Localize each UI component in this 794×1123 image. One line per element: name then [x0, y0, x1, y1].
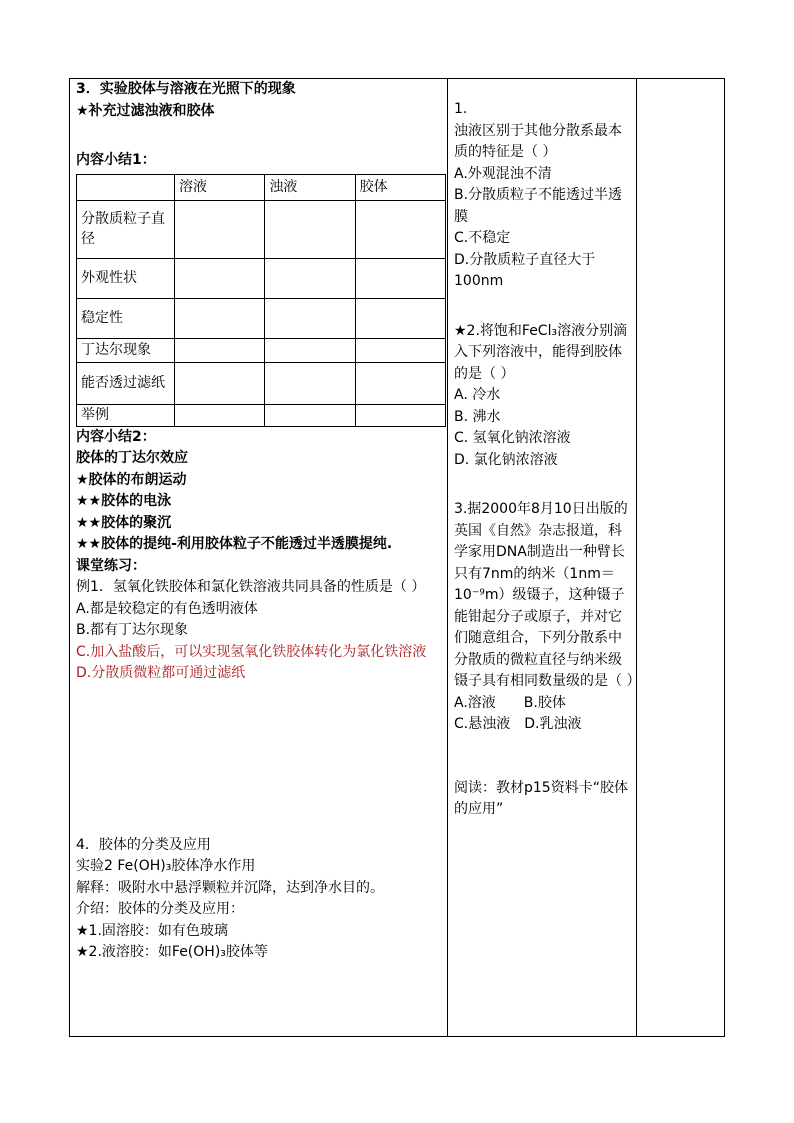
section4-line: 解释：吸附水中悬浮颗粒并沉降，达到净水目的。	[76, 879, 384, 896]
summary-table-cell[interactable]	[175, 362, 265, 404]
summary-table-column-header: 溶液	[175, 174, 265, 200]
q1-options	[454, 164, 634, 293]
summary-table-header	[77, 174, 446, 200]
supplement-note: ★补充过滤浊液和胶体	[76, 102, 215, 119]
summary2-item: 胶体的丁达尔效应	[76, 450, 188, 466]
summary-table-cell[interactable]	[265, 200, 355, 258]
summary-table-cell[interactable]	[355, 200, 445, 258]
q3-option-row1: A.溶液 B.胶体	[454, 694, 566, 711]
reading-note: 阅读：教材p15资料卡“胶体的应用”	[454, 779, 628, 817]
q1-option: A.外观混浊不清	[454, 165, 552, 182]
summary-table-row	[77, 298, 446, 338]
lesson-table	[69, 78, 725, 1037]
summary-table-column-header: 浊液	[265, 174, 355, 200]
section4-title: 4．胶体的分类及应用	[76, 836, 211, 853]
summary-table-cell[interactable]	[355, 298, 445, 338]
summary-table-column-header: 胶体	[355, 174, 445, 200]
summary-table-cell[interactable]	[355, 362, 445, 404]
q1-stem: 浊液区别于其他分散系最本质的特征是（ ）	[454, 122, 622, 160]
summary-table-cell[interactable]	[265, 298, 355, 338]
section4-line: 实验2 Fe(OH)₃胶体净水作用	[76, 858, 256, 874]
example1-option: A.都是较稳定的有色透明液体	[76, 600, 258, 617]
summary2-title: 内容小结2：	[76, 428, 156, 445]
example1-options	[76, 599, 446, 685]
summary-table-cell[interactable]	[265, 258, 355, 298]
summary-table-cell[interactable]	[265, 404, 355, 426]
example1-option: C.加入盐酸后，可以实现氢氧化铁胶体转化为氯化铁溶液	[76, 643, 427, 660]
section4-line: ★1.固溶胶：如有色玻璃	[76, 922, 228, 939]
summary-table-row	[77, 200, 446, 258]
q3-option-row2: C.悬浊液 D.乳浊液	[454, 716, 582, 732]
summary-table-row-label: 举例	[77, 404, 175, 426]
summary-table	[76, 174, 446, 427]
summary-table-cell[interactable]	[355, 404, 445, 426]
column-divider	[447, 79, 448, 1036]
summary-table-cell[interactable]	[175, 404, 265, 426]
example1-option: B.都有丁达尔现象	[76, 622, 189, 638]
summary-table-cell[interactable]	[175, 258, 265, 298]
q2-option: B. 沸水	[454, 408, 501, 425]
exercise-column	[454, 79, 641, 821]
q1-option: B.分散质粒子不能透过半透膜	[454, 187, 623, 225]
summary-table-cell[interactable]	[175, 298, 265, 338]
q1-option: D.分散质粒子直径大于100nm	[454, 251, 596, 289]
summary2-item: ★胶体的布朗运动	[76, 471, 187, 488]
q2-option: D. 氯化钠浓溶液	[454, 451, 558, 468]
summary-table-row-label: 分散质粒子直径	[77, 200, 175, 258]
section4-line: 介绍：胶体的分类及应用：	[76, 901, 244, 917]
section3-title: 3．实验胶体与溶液在光照下的现象	[76, 81, 296, 97]
summary-table-column-header	[77, 174, 175, 200]
summary-table-row	[77, 404, 446, 426]
summary2-list	[76, 448, 446, 556]
summary-table-cell[interactable]	[175, 200, 265, 258]
q2-option: A. 冷水	[454, 387, 501, 403]
summary1-title: 内容小结1：	[76, 152, 156, 168]
summary2-item: ★★胶体的提纯-利用胶体粒子不能透过半透膜提纯.	[76, 536, 393, 552]
q2-stem: ★2.将饱和FeCl₃溶液分别滴入下列溶液中，能得到胶体的是（ ）	[454, 322, 628, 382]
summary-table-cell[interactable]	[265, 338, 355, 362]
q1-option: C.不稳定	[454, 230, 511, 246]
summary2-item: ★★胶体的聚沉	[76, 514, 172, 531]
summary-table-row	[77, 258, 446, 298]
summary-table-cell[interactable]	[175, 338, 265, 362]
section4-line: ★2.液溶胶：如Fe(OH)₃胶体等	[76, 944, 268, 960]
practice-title: 课堂练习：	[76, 557, 146, 574]
summary-table-row-label: 稳定性	[77, 298, 175, 338]
teaching-content-column	[76, 79, 446, 964]
summary-table-cell[interactable]	[355, 338, 445, 362]
summary-table-row-label: 外观性状	[77, 258, 175, 298]
q1-number: 1.	[454, 101, 468, 117]
example1-option: D.分散质微粒都可通过滤纸	[76, 665, 246, 681]
summary-table-cell[interactable]	[355, 258, 445, 298]
summary-table-row	[77, 338, 446, 362]
q2-option: C. 氢氧化钠浓溶液	[454, 430, 571, 446]
summary-table-row	[77, 362, 446, 404]
summary2-item: ★★胶体的电泳	[76, 493, 172, 509]
summary-table-row-label: 丁达尔现象	[77, 338, 175, 362]
q3-stem: 3.据2000年8月10日出版的英国《自然》杂志报道，科学家用DNA制造出一种臂长只有7nm的纳米（1nm＝10⁻⁹m）级镊子，这种镊子能钳起分子或原子，并对它们随意组合，下列分散系中分散质的微粒直径与纳米级镊子具有相同数量级的是（ ）	[454, 501, 641, 689]
summary-table-row-label: 能否透过滤纸	[77, 362, 175, 404]
summary-table-cell[interactable]	[265, 362, 355, 404]
q2-options	[454, 385, 634, 471]
example1-question: 例1．氢氧化铁胶体和氯化铁溶液共同具备的性质是（ ）	[76, 579, 426, 595]
column-divider	[636, 79, 637, 1036]
section4-lines	[76, 856, 446, 964]
